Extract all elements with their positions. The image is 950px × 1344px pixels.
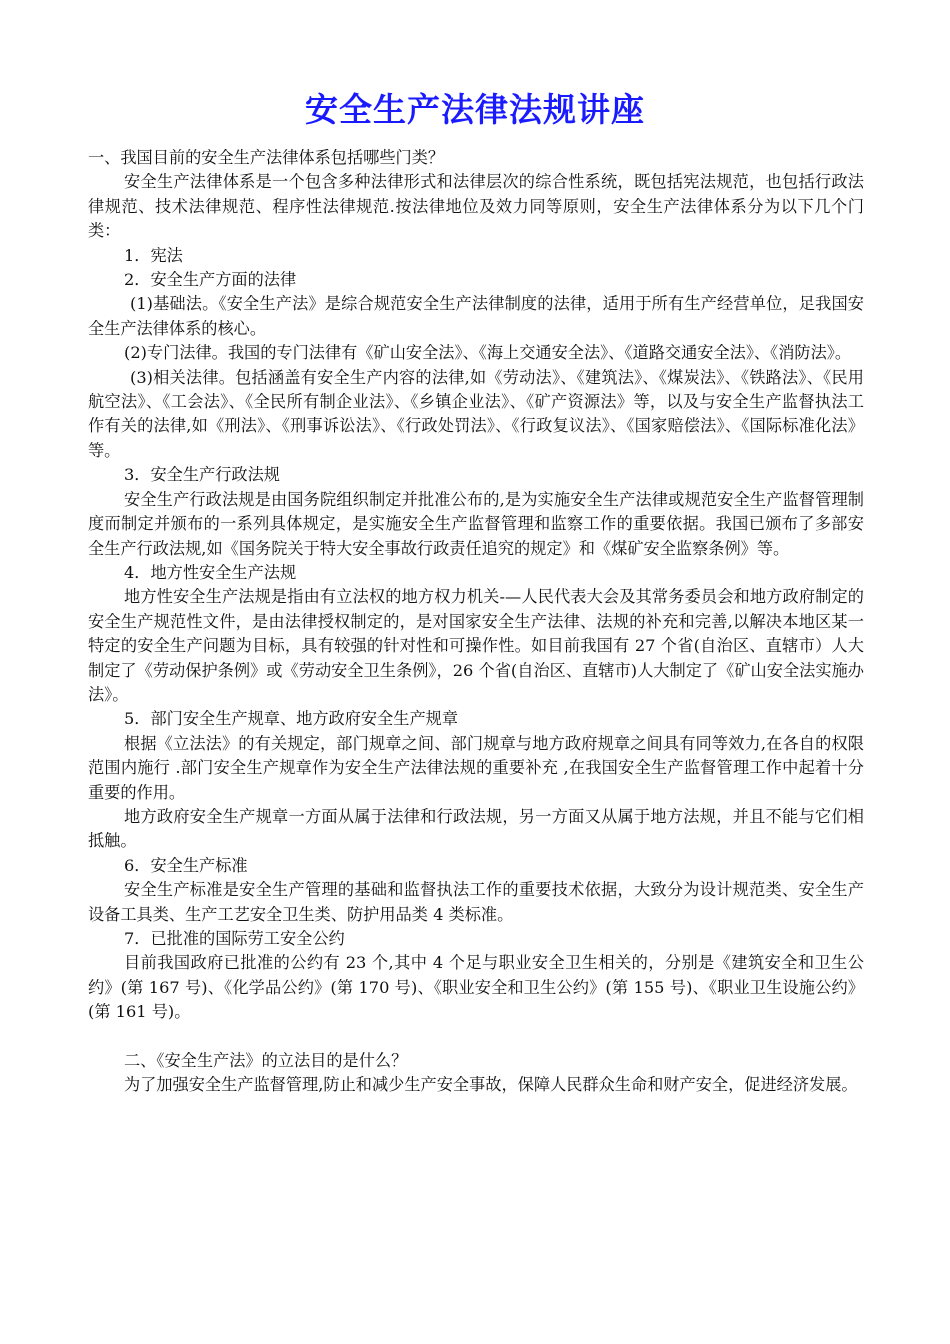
paragraph: 6．安全生产标准: [124, 855, 248, 875]
paragraph: 2．安全生产方面的法律: [124, 270, 297, 290]
paragraph: 安全生产法律体系是一个包含多种法律形式和法律层次的综合性系统，既包括宪法规范，也包括行政法律规范、技术法律规范、程序性法律规范.按法律地位及效力同等原则，安全生产法律体系分为以下几个门类：: [88, 172, 864, 241]
blank-line: [88, 1025, 864, 1049]
paragraph: 二、《安全生产法》的立法目的是什么？: [124, 1051, 408, 1071]
paragraph: 地方政府安全生产规章一方面从属于法律和行政法规，另一方面又从属于地方法规，并且不能与它们相抵触。: [88, 806, 864, 851]
paragraph: (3)相关法律。包括涵盖有安全生产内容的法律,如《劳动法》、《建筑法》、《煤炭法》、《铁路法》、《民用航空法》、《工会法》、《全民所有制企业法》、《乡镇企业法》、《矿产资源法》等，以及与安全生产监督执法工作有关的法律,如《刑法》、《刑事诉讼法》、《行政处罚法》、《行政复议法》、《国家赔偿法》、《国际标准化法》等。: [88, 367, 864, 460]
paragraph: 一、我国目前的安全生产法律体系包括哪些门类？: [88, 148, 445, 167]
paragraph: 4．地方性安全生产法规: [124, 562, 297, 582]
paragraph: 目前我国政府已批准的公约有 23 个,其中 4 个足与职业安全卫生相关的，分别是《建筑安全和卫生公约》(第 167 号)、《化学品公约》(第 170 号)、《职业安全和卫生公约》(第 155 号)、《职业卫生设施公约》(第 161 号)。: [88, 953, 864, 1022]
paragraph: (2)专门法律。我国的专门法律有《矿山安全法》、《海上交通安全法》、《道路交通安全法》、《消防法》。: [124, 343, 852, 363]
paragraph: 安全生产标准是安全生产管理的基础和监督执法工作的重要技术依据，大致分为设计规范类、安全生产设备工具类、生产工艺安全卫生类、防护用品类 4 类标准。: [88, 880, 864, 924]
paragraph: (1)基础法。《安全生产法》是综合规范安全生产法律制度的法律，适用于所有生产经营单位，足我国安全生产法律体系的核心。: [88, 294, 864, 338]
paragraph: 7．已批准的国际劳工安全公约: [124, 929, 345, 948]
paragraph: 5．部门安全生产规章、地方政府安全生产规章: [124, 709, 459, 729]
paragraph: 地方性安全生产法规是指由有立法权的地方权力机关-—人民代表大会及其常务委员会和地方政府制定的安全生产规范性文件，是由法律授权制定的，是对国家安全生产法律、法规的补充和完善,以解决本地区某一特定的安全生产问题为目标，具有较强的针对性和可操作性。如目前我国有 27 个省(自治区、直辖市）人大制定了《劳动保护条例》或《劳动安全卫生条例》，26 个省(自治区、直辖市)人大制定了《矿山安全法实施办法》。: [88, 587, 864, 704]
paragraph: 为了加强安全生产监督管理,防止和减少生产安全事故，保障人民群众生命和财产安全，促进经济发展。: [124, 1075, 858, 1095]
document-title: 安全生产法律法规讲座: [305, 90, 645, 129]
paragraph: 根据《立法法》的有关规定，部门规章之间、部门规章与地方政府规章之间具有同等效力,在各自的权限范围内施行 .部门安全生产规章作为安全生产法律法规的重要补充 ,在我国安全生产监督管理工作中起着十分重要的作用。: [88, 733, 864, 802]
document-body: [88, 146, 864, 1098]
paragraph: 3．安全生产行政法规: [124, 465, 280, 485]
paragraph: 1．宪法: [124, 245, 183, 265]
paragraph: 安全生产行政法规是由国务院组织制定并批准公布的,是为实施安全生产法律或规范安全生产监督管理制度而制定并颁布的一系列具体规定，是实施安全生产监督管理和监察工作的重要依据。我国已颁布了多部安全生产行政法规,如《国务院关于特大安全事故行政责任追究的规定》和《煤矿安全监察条例》等。: [88, 489, 864, 558]
